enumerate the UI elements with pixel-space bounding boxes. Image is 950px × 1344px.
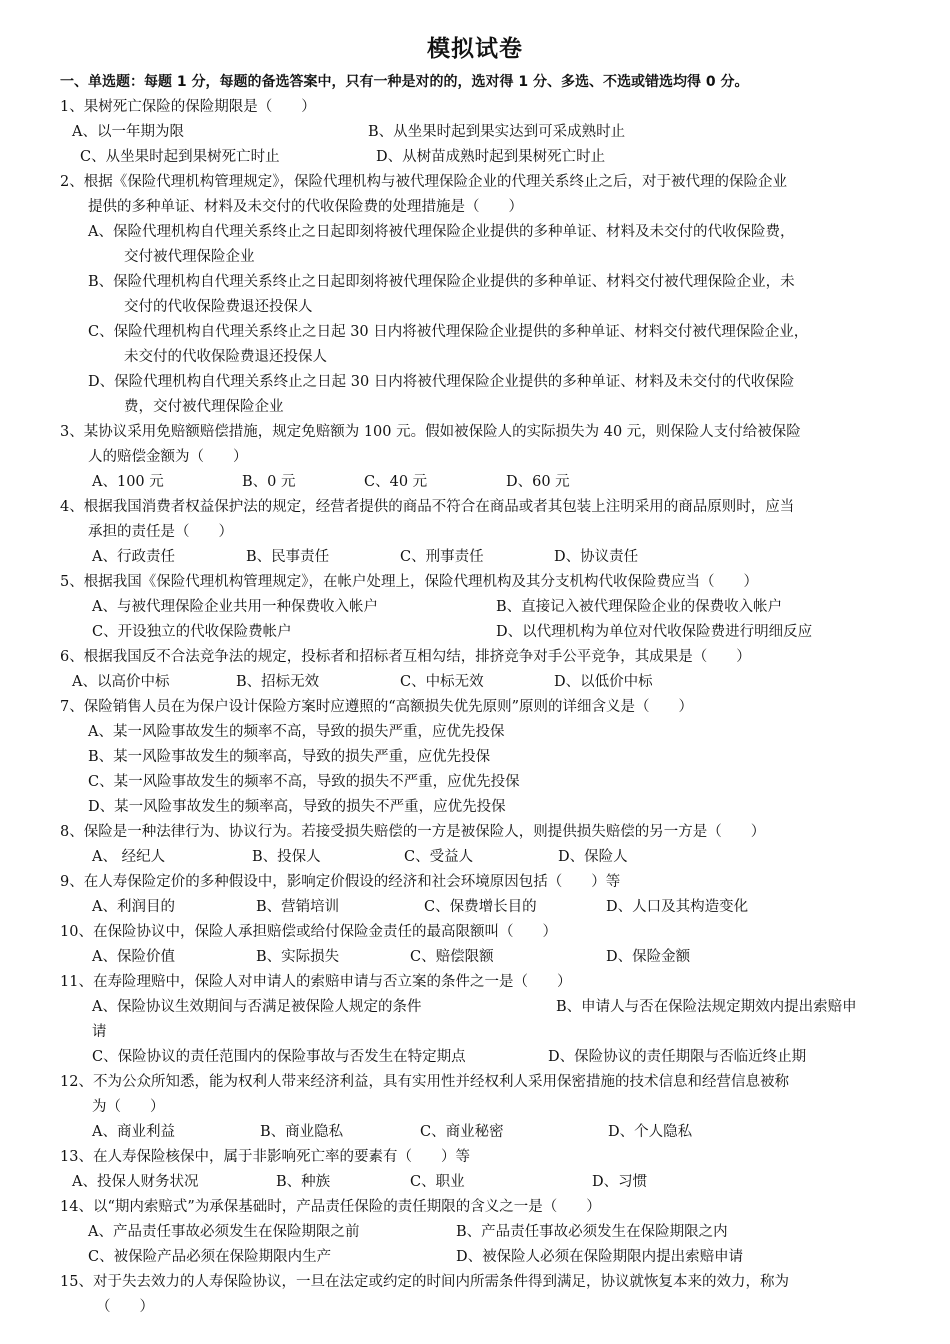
option-d: D、保险金额: [606, 949, 691, 965]
question-stem-cont: （ ）: [96, 1299, 154, 1315]
question-stem: 2、根据《保险代理机构管理规定》，保险代理机构与被代理保险企业的代理关系终止之后，对于被代理的保险企业: [60, 174, 787, 190]
question-stem-cont: 人的赔偿金额为（ ）: [88, 449, 248, 465]
option-a-cont: 交付被代理保险企业: [124, 249, 255, 265]
option-c: C、从坐果时起到果树死亡时止: [80, 149, 280, 165]
question-stem-cont: 为（ ）: [92, 1099, 165, 1115]
option-d: D、保险人: [558, 849, 628, 865]
option-b-cont: 请: [92, 1024, 107, 1040]
option-c: C、某一风险事故发生的频率不高，导致的损失不严重，应优先投保: [88, 774, 520, 790]
section-heading: 一、单选题：每题 1 分，每题的备选答案中，只有一种是对的的，选对得 1 分、多选、不选或错选均得 0 分。: [60, 74, 749, 90]
option-b: B、产品责任事故必须发生在保险期限之内: [456, 1224, 728, 1240]
question-stem: 8、保险是一种法律行为、协议行为。若接受损失赔偿的一方是被保险人，则提供损失赔偿的另一方是（ ）: [60, 824, 766, 840]
option-b: B、某一风险事故发生的频率高，导致的损失严重，应优先投保: [88, 749, 491, 765]
question-stem: 14、以“期内索赔式”为承保基础时，产品责任保险的责任期限的含义之一是（ ）: [60, 1199, 601, 1215]
question-stem: 12、不为公众所知悉，能为权利人带来经济利益，具有实用性并经权利人采用保密措施的技术信息和经营信息被称: [60, 1074, 789, 1090]
option-d-cont: 费，交付被代理保险企业: [124, 399, 284, 415]
option-c: C、刑事责任: [400, 549, 484, 565]
question-stem: 7、保险销售人员在为保户设计保险方案时应遵照的“高额损失优先原则”原则的详细含义是（ ）: [60, 699, 694, 715]
option-b: B、营销培训: [256, 899, 340, 915]
option-c: C、保费增长目的: [424, 899, 537, 915]
option-a: A、保险协议生效期间与否满足被保险人规定的条件: [92, 999, 422, 1015]
option-b-cont: 交付的代收保险费退还投保人: [124, 299, 313, 315]
option-a: A、商业利益: [92, 1124, 175, 1140]
option-c: C、保险代理机构自代理关系终止之日起 30 日内将被代理保险企业提供的多种单证、材料交付被代理保险企业，: [88, 324, 809, 340]
option-a: A、产品责任事故必须发生在保险期限之前: [88, 1224, 360, 1240]
option-a: A、以一年期为限: [72, 124, 184, 140]
option-d: D、协议责任: [554, 549, 639, 565]
option-c: C、被保险产品必须在保险期限内生产: [88, 1249, 332, 1265]
option-b: B、投保人: [252, 849, 321, 865]
option-d: D、从树苗成熟时起到果树死亡时止: [376, 149, 606, 165]
option-c: C、开设独立的代收保险费帐户: [92, 624, 292, 640]
option-c: C、中标无效: [400, 674, 484, 690]
option-b: B、招标无效: [236, 674, 320, 690]
option-b: B、0 元: [242, 474, 296, 490]
option-a: A、保险价值: [92, 949, 175, 965]
option-c: C、保险协议的责任范围内的保险事故与否发生在特定期点: [92, 1049, 466, 1065]
question-stem-cont: 提供的多种单证、材料及未交付的代收保险费的处理措施是（ ）: [88, 199, 523, 215]
option-b: B、种族: [276, 1174, 331, 1190]
option-a: A、某一风险事故发生的频率不高，导致的损失严重，应优先投保: [88, 724, 505, 740]
question-stem-cont: 承担的责任是（ ）: [88, 524, 233, 540]
option-d: D、被保险人必须在保险期限内提出索赔申请: [456, 1249, 744, 1265]
question-stem: 3、某协议采用免赔额赔偿措施，规定免赔额为 100 元。假如被保险人的实际损失为 40 元，则保险人支付给被保险: [60, 424, 801, 440]
page-title: 模拟试卷: [427, 36, 523, 62]
question-stem: 15、对于失去效力的人寿保险协议，一旦在法定或约定的时间内所需条件得到满足，协议就恢复本来的效力，称为: [60, 1274, 789, 1290]
option-d: D、以低价中标: [554, 674, 653, 690]
option-c: C、职业: [410, 1174, 465, 1190]
option-a: A、行政责任: [92, 549, 175, 565]
option-a: A、以高价中标: [72, 674, 170, 690]
question-stem: 9、在人寿保险定价的多种假设中，影响定价假设的经济和社会环境原因包括（ ）等: [60, 874, 621, 890]
option-b: B、从坐果时起到果实达到可采成熟时止: [368, 124, 626, 140]
question-stem: 4、根据我国消费者权益保护法的规定，经营者提供的商品不符合在商品或者其包装上注明采用的商品原则时，应当: [60, 499, 795, 515]
option-a: A、利润目的: [92, 899, 175, 915]
option-d: D、个人隐私: [608, 1124, 693, 1140]
option-c-cont: 未交付的代收保险费退还投保人: [124, 349, 327, 365]
option-d: D、保险代理机构自代理关系终止之日起 30 日内将被代理保险企业提供的多种单证、材料及未交付的代收保险: [88, 374, 795, 390]
question-stem: 11、在寿险理赔中，保险人对申请人的索赔申请与否立案的条件之一是（ ）: [60, 974, 572, 990]
option-b: B、申请人与否在保险法规定期效内提出索赔申: [556, 999, 857, 1015]
option-c: C、赔偿限额: [410, 949, 494, 965]
question-stem: 6、根据我国反不合法竞争法的规定，投标者和招标者互相勾结，排挤竞争对手公平竞争，其成果是（ ）: [60, 649, 751, 665]
option-a: A、投保人财务状况: [72, 1174, 199, 1190]
option-b: B、商业隐私: [260, 1124, 344, 1140]
option-a: A、与被代理保险企业共用一种保费收入帐户: [92, 599, 378, 615]
option-c: C、商业秘密: [420, 1124, 504, 1140]
option-d: D、保险协议的责任期限与否临近终止期: [548, 1049, 807, 1065]
option-d: D、人口及其构造变化: [606, 899, 749, 915]
option-c: C、受益人: [404, 849, 474, 865]
option-d: D、某一风险事故发生的频率高，导致的损失不严重，应优先投保: [88, 799, 506, 815]
question-stem: 1、果树死亡保险的保险期限是（ ）: [60, 99, 316, 115]
option-b: B、民事责任: [246, 549, 330, 565]
option-a: A、保险代理机构自代理关系终止之日起即刻将被代理保险企业提供的多种单证、材料及未交付的代收保险费，: [88, 224, 795, 240]
option-d: D、习惯: [592, 1174, 648, 1190]
option-a: A、100 元: [92, 474, 164, 490]
option-b: B、保险代理机构自代理关系终止之日起即刻将被代理保险企业提供的多种单证、材料交付被代理保险企业，未: [88, 274, 795, 290]
option-d: D、60 元: [506, 474, 570, 490]
option-b: B、实际损失: [256, 949, 340, 965]
option-d: D、以代理机构为单位对代收保险费进行明细反应: [496, 624, 813, 640]
option-a: A、 经纪人: [92, 849, 166, 865]
option-b: B、直接记入被代理保险企业的保费收入帐户: [496, 599, 783, 615]
option-c: C、40 元: [364, 474, 428, 490]
question-stem: 5、根据我国《保险代理机构管理规定》，在帐户处理上，保险代理机构及其分支机构代收保险费应当（ ）: [60, 574, 758, 590]
question-stem: 13、在人寿保险核保中，属于非影响死亡率的要素有（ ）等: [60, 1149, 470, 1165]
question-stem: 10、在保险协议中，保险人承担赔偿或给付保险金责任的最高限额叫（ ）: [60, 924, 557, 940]
